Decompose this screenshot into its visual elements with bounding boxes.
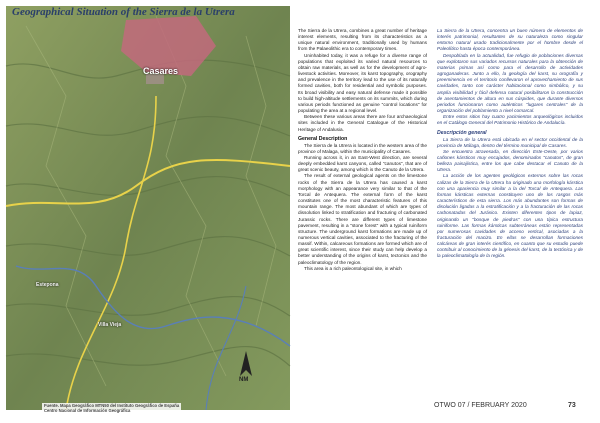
map-title: Geographical Situation of the Sierra de la Utrera xyxy=(12,6,235,18)
paragraph: Uninhabited today, it was a refuge for a diverse range of populations that exploited its varied natural resources to obtain raw materials, as well as for the development of agro-livestock activities. Moreover, its karst topography, orography and prevalence in the territory lead to the use of its naturally formed cavities, both for residential and symbolic purposes. Its broad visibility and easy natural defense made it possible to build high-altitude settlements on its summits, which during various periods functioned as genuine "control locations" for populating the area at a regional level. xyxy=(298,52,427,114)
english-column xyxy=(298,28,427,272)
paragraph: La Sierra de la Utrera está ubicada en el sector occidental de la provincia de Málaga, dentro del término municipal de Casares. xyxy=(437,136,583,148)
topographic-map xyxy=(6,6,290,413)
paragraph: Between these various areas there are four archaeological sites included in the General Catalogue of the Historical Heritage of Andalusia. xyxy=(298,114,427,132)
town-label: Casares xyxy=(143,66,179,76)
paragraph: This area is a rich paleontological site, in which xyxy=(304,265,402,271)
section-heading: Descripción general xyxy=(437,129,487,136)
north-label: NM xyxy=(239,377,249,383)
credit-line: Centro Nacional de Información Geográfica xyxy=(44,408,131,413)
spanish-column xyxy=(437,28,583,260)
map-credit xyxy=(42,403,181,413)
paragraph: Despoblada en la actualidad, fue refugio de poblaciones diversas que explotaron sus variados recursos naturales para la obtención de materias primas así como para el desarrollo de actividades agroganaderas. Junto a ello, la geología del karst, su orografía y preeminencia en el territorio conllevaron el aprovechamiento de sus cavidades, tanto con carácter habitacional como simbólico, y su amplia visibilidad y fácil defensa natural posibilitaron la construcción de asentamientos de altura en sus cúspides, que durante diversos periodos funcionaron como auténticos "lugares centrales" de la organización del poblamiento a nivel comarcal. xyxy=(437,52,583,114)
paragraph: La acción de los agentes geológicos externos sobre las rocas calizas de la Sierra de la Utrera ha originado una morfología kárstica con una apariencia muy similar a la del Torcal de Antequera. Las formas kársticas externas constituyen uno de los rasgos más característicos de esta sierra. Los más abundantes son formas de disolución ligadas a la estratificación y a la fracturación de las rocas carbonatadas del Jurásico. Existen diferentes tipos de lapiaz, originando un "bosque de piedras" con una típica estructura ruiniforme. Las formas kársticas subterráneas están representadas por numerosas cavidades de acceso vertical, asociadas a la fracturación del macizo. En ellas se desarrollan formaciones calcáreas de gran interés científico, en cuanto que su estudio puede contribuir al conocimiento de la génesis del karst, de la tectónica y de la paleoclimatología de la región. xyxy=(437,173,583,259)
paragraph: La Sierra de la Utrera, concentra un buen número de elementos de interés patrimonial, resultantes de su naturaleza como singular entorno natural usado tradicionalmente por el hombre desde el Paleolítico hasta época contemporánea. xyxy=(437,28,583,52)
paragraph: The Sierra de la Utrera, combines a great number of heritage interest elements, resulting from its characteristics as a unique natural environment, traditionally used by humans from the Palaeolithic era to contemporary times. xyxy=(298,28,427,52)
place-label: Villa Vieja xyxy=(98,322,122,328)
paragraph: Running across it, in an East-West direction, are several deeply embedded karst canyons, called "canutos", that are of great scenic beauty, among which is the Canuto de la Utrera. xyxy=(298,154,427,173)
section-heading: General Description xyxy=(298,135,348,142)
place-label: Estepona xyxy=(36,282,59,288)
credit-line: Fuente. Mapa Geográfico MTN50 del Instituto Geográfico de España xyxy=(44,403,180,408)
paragraph: Se encuentra atravesada, en dirección Este-Oeste, por varios cañones kársticos muy encajados, denominados "canutos", de gran belleza paisajística, entre los que cabe destacar el Canuto de la Utrera. xyxy=(437,148,583,173)
issue-footer: OTWO 07 / FEBRUARY 2020 xyxy=(434,402,527,409)
paragraph: Entre estos sitios hay cuatro yacimientos arqueológicos incluidos en el Catálogo General del Patrimonio Histórico de Andalucía. xyxy=(437,114,583,126)
page-number: 73 xyxy=(568,402,576,409)
paragraph: The result of external geological agents on the limestone rocks of the Sierra de la Utrera has caused a karst morphology with an appearance very similar to that of the Torcal de Antequera. The external form of the karst constitutes one of the most characteristic features of this mountain range. The most abundant of which are types of dissolution linked to stratification and fracturing of carbonated Jurassic rocks. There are different types of limestone pavement, resulting in a "stone forest" with a typical ruiniform structure. The underground karst formations are made up of numerous vertical cavities, associated to the fracturing of the massif. Within, calcareous formations are formed which are of great scientific interest, since their study can help develop a better understanding of the origins of karst, tectonics and the paleoclimatology of the region. xyxy=(298,173,427,265)
paragraph: The Sierra de la Utrera is located in the western area of the province of Malaga, within the municipality of Casares. xyxy=(298,142,427,154)
